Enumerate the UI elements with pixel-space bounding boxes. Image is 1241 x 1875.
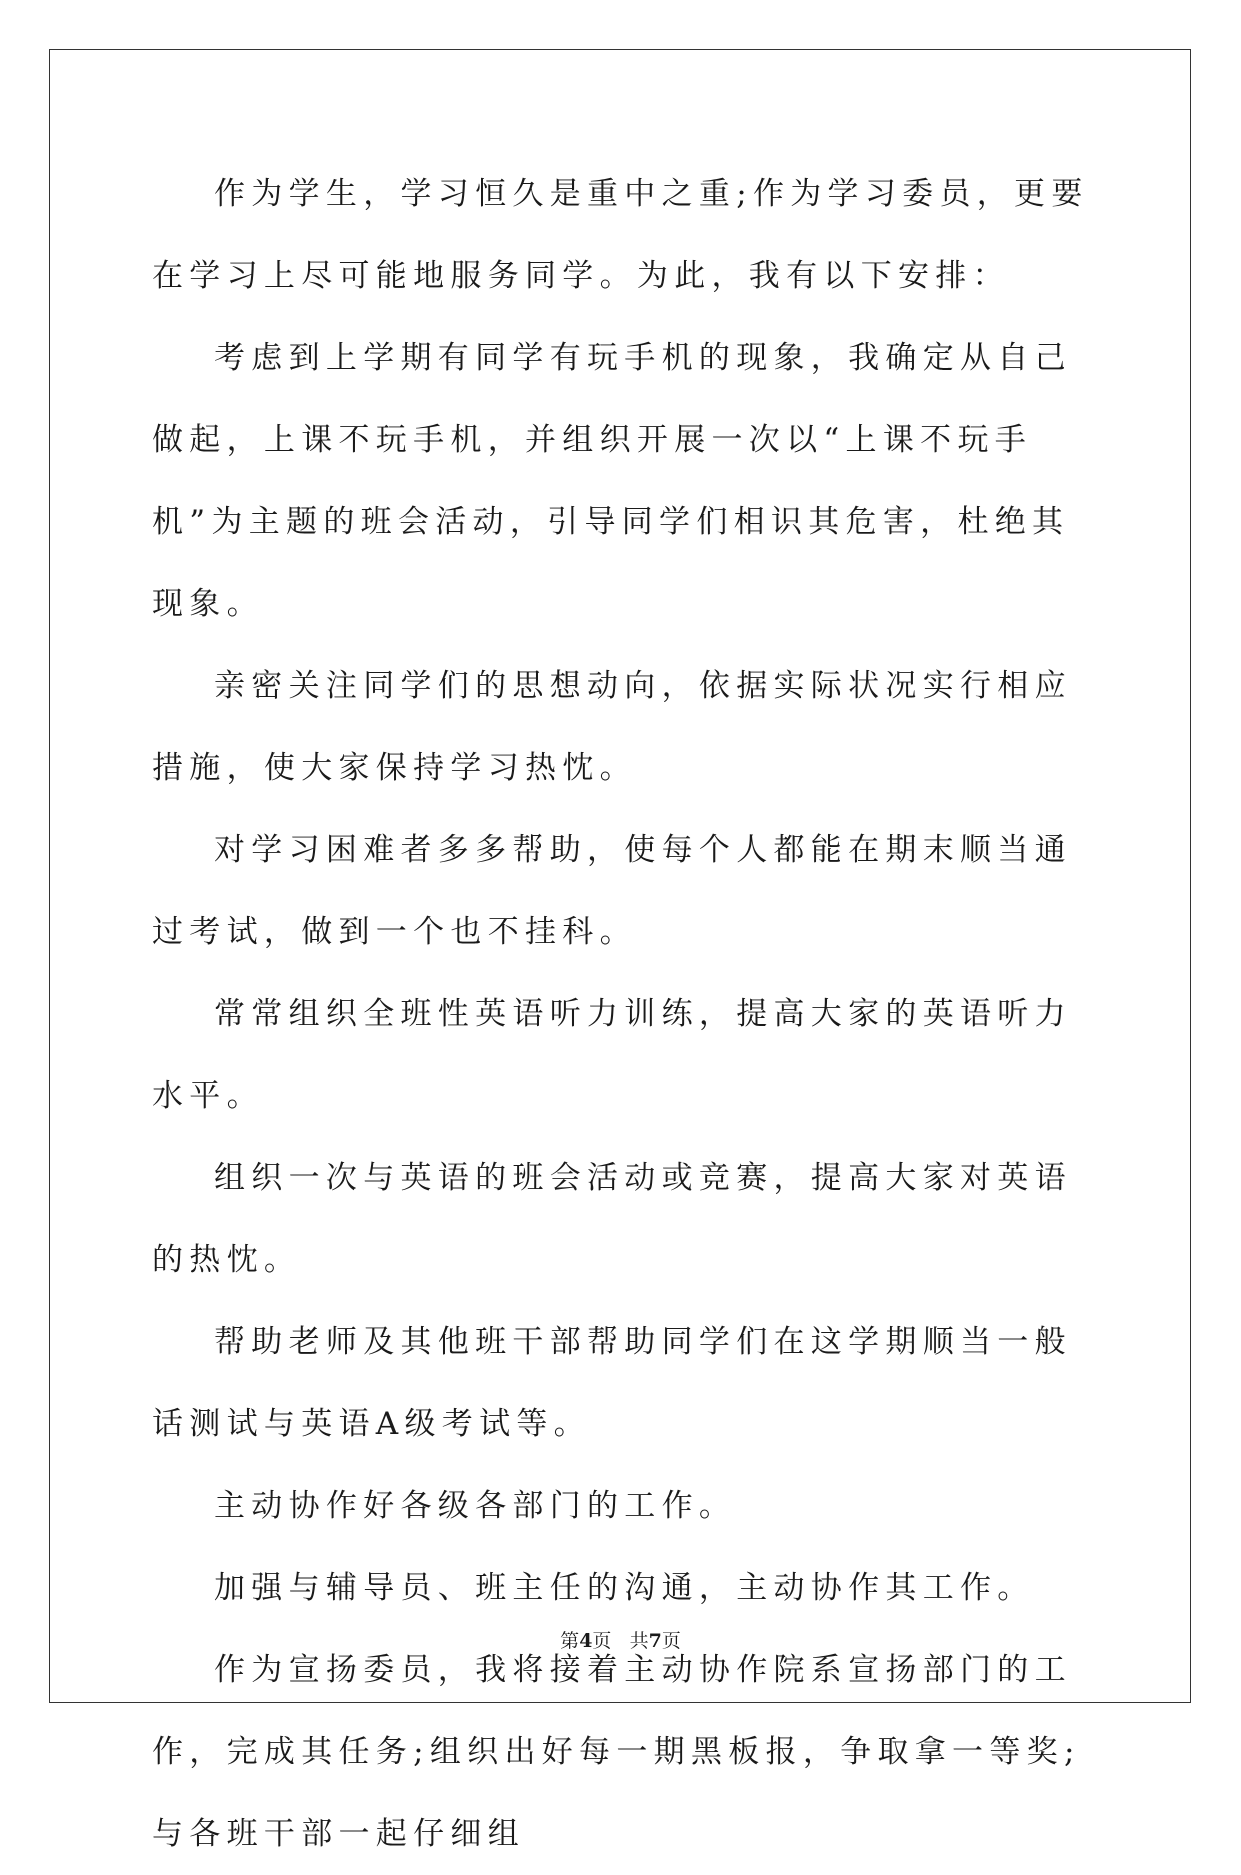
- paragraph-4: 对学习困难者多多帮助，使每个人都能在期末顺当通过考试，做到一个也不挂科。: [152, 832, 1072, 950]
- document-body: [152, 153, 1092, 1875]
- paragraph-2: 考虑到上学期有同学有玩手机的现象，我确定从自己做起，上课不玩手机，并组织开展一次以“上课不玩手机”为主题的班会活动，引导同学们相识其危害，杜绝其现象。: [152, 340, 1072, 622]
- page-suffix: 页: [592, 1630, 612, 1652]
- page-current-number: 4: [579, 1630, 593, 1652]
- total-suffix: 页: [661, 1630, 681, 1652]
- paragraph-6: 组织一次与英语的班会活动或竞赛，提高大家对英语的热忱。: [152, 1160, 1072, 1278]
- paragraph-8: 主动协作好各级各部门的工作。: [214, 1488, 737, 1524]
- total-prefix: 共: [629, 1630, 649, 1652]
- paragraph-1: 作为学生，学习恒久是重中之重;作为学习委员，更要在学习上尽可能地服务同学。为此，我有以下安排：: [152, 176, 1089, 294]
- paragraph-7: 帮助老师及其他班干部帮助同学们在这学期顺当一般话测试与英语A级考试等。: [152, 1324, 1072, 1442]
- paragraph-10: 作为宣扬委员，我将接着主动协作院系宣扬部门的工作，完成其任务;组织出好每一期黑板报，争取拿一等奖;与各班干部一起仔细组: [152, 1652, 1081, 1852]
- page-prefix: 第: [560, 1630, 580, 1652]
- paragraph-5: 常常组织全班性英语听力训练，提高大家的英语听力水平。: [152, 996, 1072, 1114]
- page-footer: [0, 1626, 1241, 1653]
- page-total-number: 7: [648, 1630, 662, 1652]
- paragraph-3: 亲密关注同学们的思想动向，依据实际状况实行相应措施，使大家保持学习热忱。: [152, 668, 1072, 786]
- paragraph-9: 加强与辅导员、班主任的沟通，主动协作其工作。: [214, 1570, 1035, 1606]
